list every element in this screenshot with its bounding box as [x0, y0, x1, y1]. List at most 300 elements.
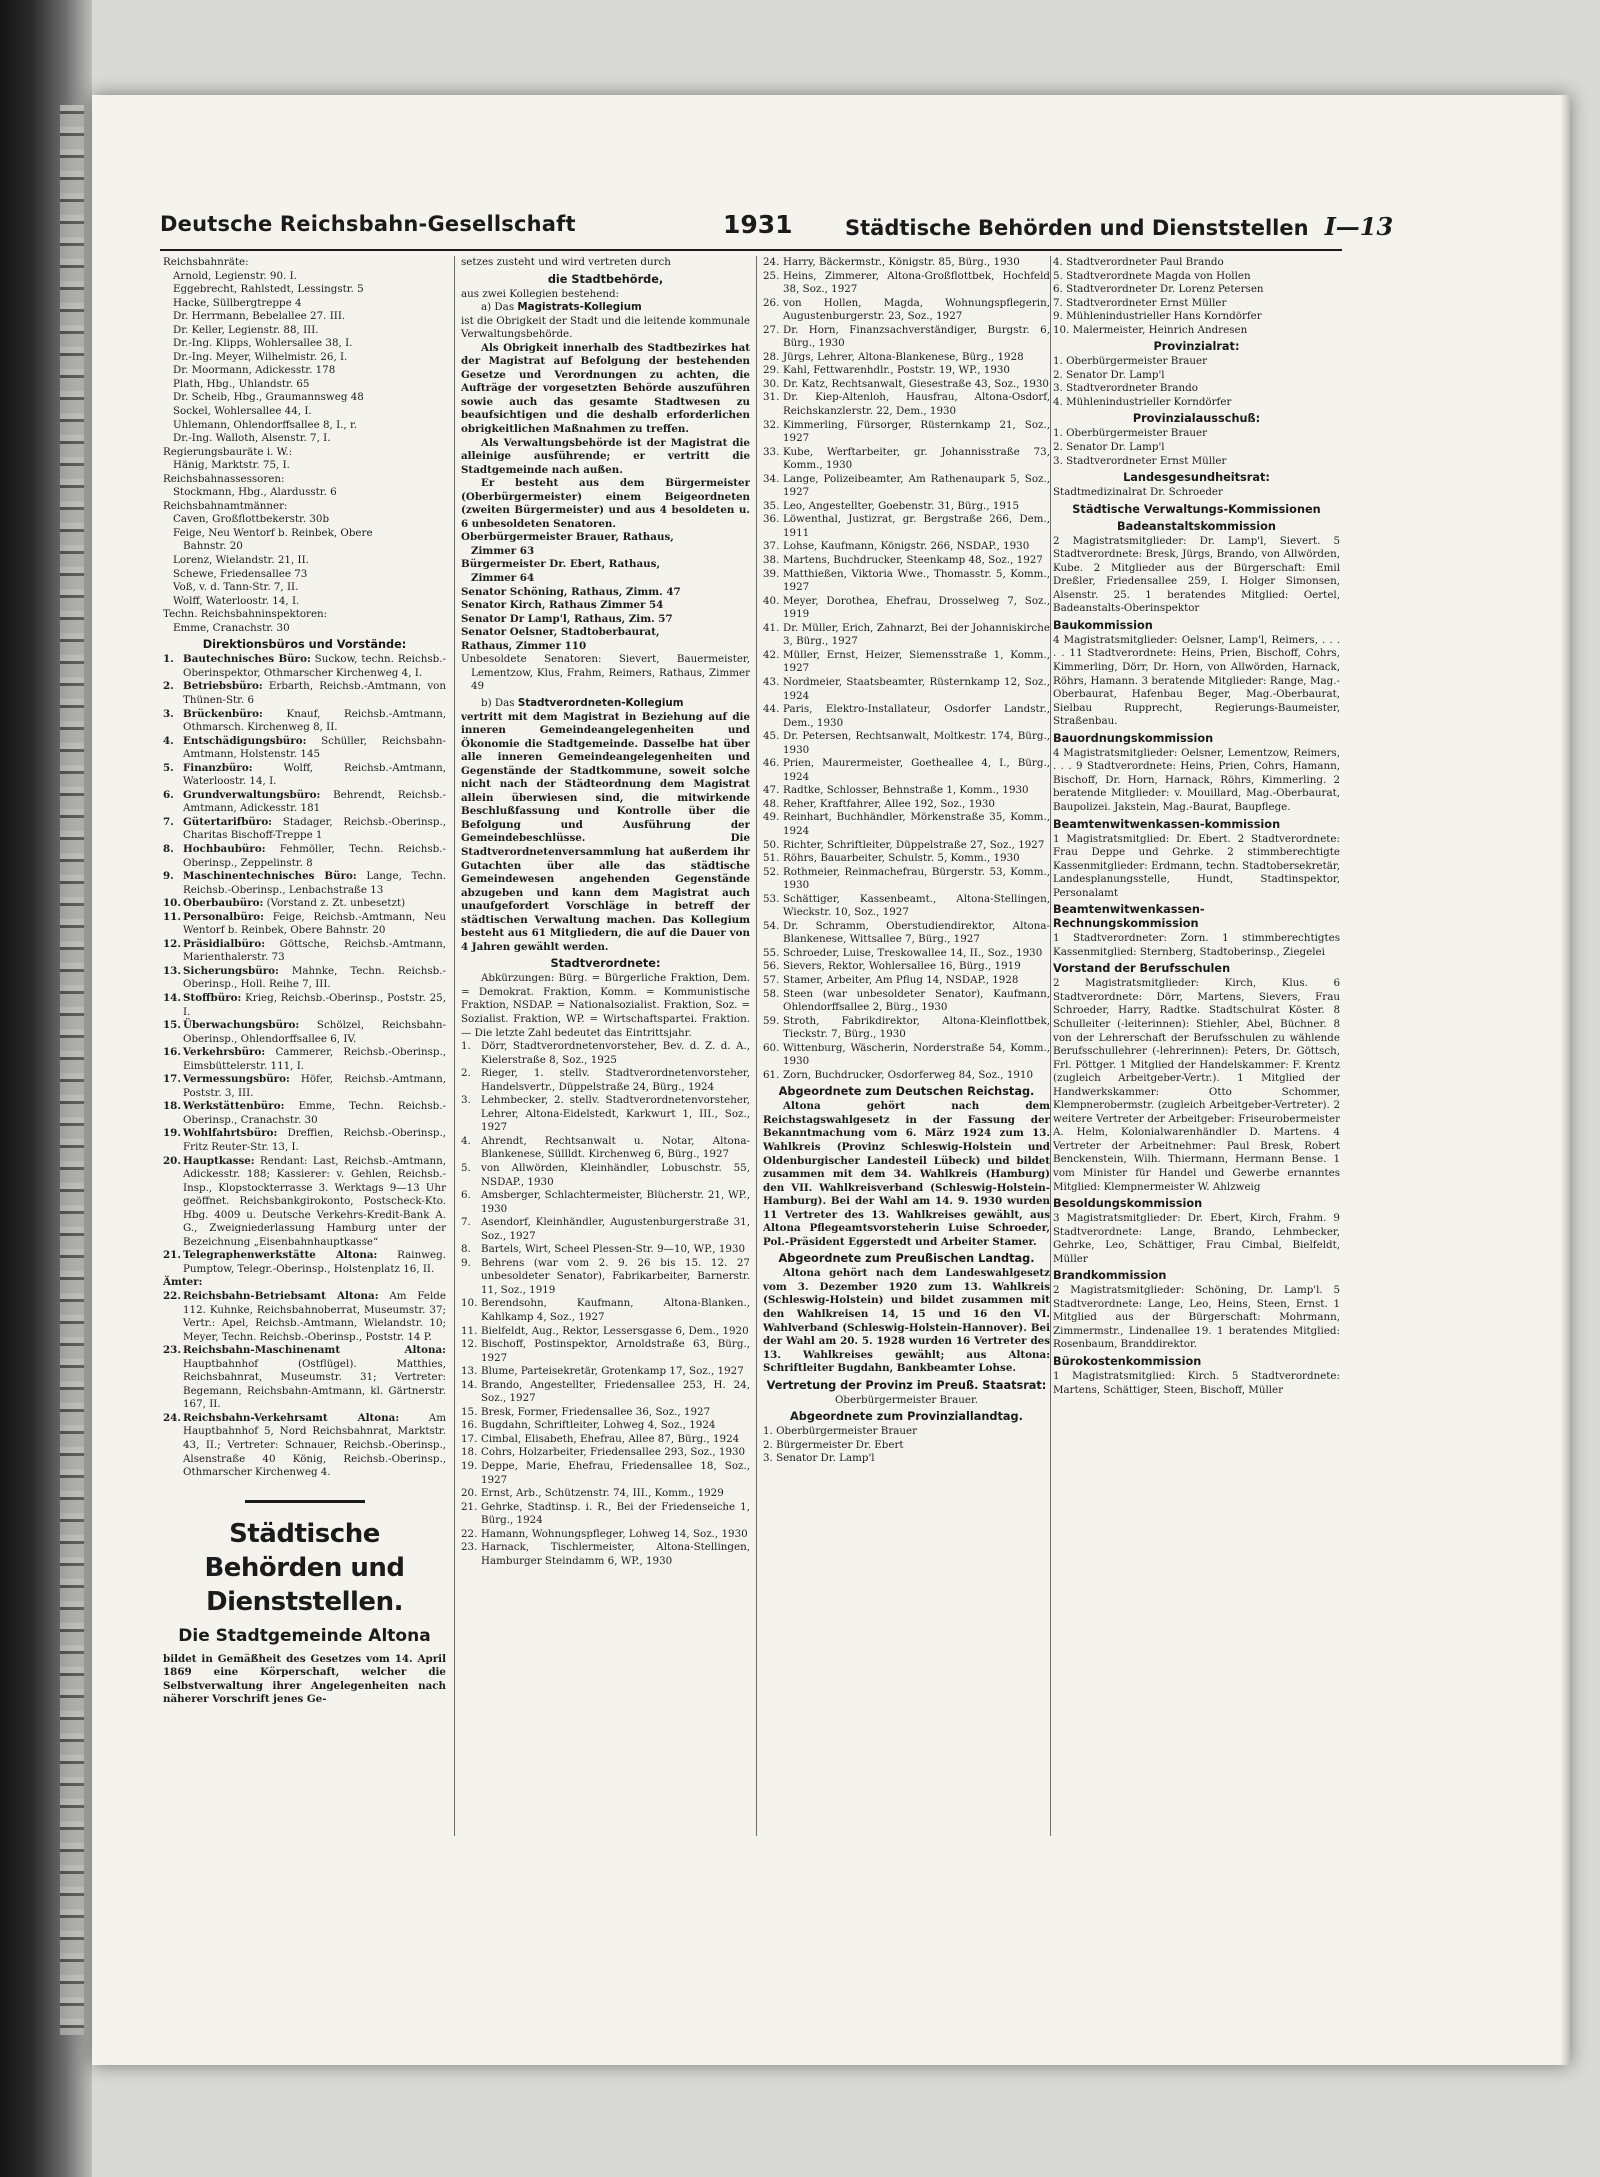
text-paragraph: setzes zusteht und wird vertreten durch	[461, 256, 671, 268]
item-label: Entschädigungsbüro:	[183, 734, 307, 747]
entry-number: 9.	[461, 1256, 471, 1269]
entry-number: 23.	[461, 1541, 478, 1554]
list-item	[163, 1127, 446, 1154]
staff-line: Eggebrecht, Rahlstedt, Lessingstr. 5	[173, 283, 364, 296]
magistrat-prefix: a) Das	[481, 301, 515, 314]
entry-text: Bielfeldt, Aug., Rektor, Lessersgasse 6, Dem., 1920	[481, 1324, 749, 1337]
stadtverordneter-entry	[763, 513, 1050, 540]
item-number: 14.	[163, 991, 181, 1004]
staff-line: Sockel, Wohlersallee 44, I.	[173, 405, 312, 418]
entry-number: 25.	[763, 269, 780, 282]
item-text: Fehmöller, Techn. Reichsb.-Oberinsp., Zeppelinstr. 8	[183, 842, 446, 869]
list-line: Bürgermeister Dr. Ebert, Rathaus,	[461, 558, 661, 571]
entry-text: Müller, Ernst, Heizer, Siemensstraße 1, Komm., 1927	[783, 648, 1050, 675]
stadtverordneter-entry	[763, 568, 1050, 595]
item-text: Mahnke, Techn. Reichsb.-Oberinsp., Holl. Reihe 7, III.	[183, 964, 446, 991]
item-label: Werkstättenbüro:	[183, 1100, 285, 1113]
stadtverordneter-entry	[763, 378, 1050, 392]
list-line: 1. Oberbürgermeister Brauer	[1053, 427, 1208, 440]
stadtverordneter-entry	[763, 622, 1050, 649]
list-item	[163, 653, 446, 680]
list-line: 6. Stadtverordneter Dr. Lorenz Petersen	[1053, 283, 1264, 296]
staff-line: Dr.-Ing. Walloth, Alsenstr. 7, I.	[173, 432, 331, 445]
entry-text: Stamer, Arbeiter, Am Pflug 14, NSDAP., 1928	[783, 973, 1019, 986]
item-number: 7.	[163, 815, 174, 828]
item-label: Verkehrsbüro:	[183, 1046, 266, 1059]
entry-text: Asendorf, Kleinhändler, Augustenburgerstraße 31, Soz., 1927	[481, 1216, 750, 1242]
stadtverordneten-label: Stadtverordneten-Kollegium	[517, 696, 684, 709]
item-label: Reichsbahn-Betriebsamt Altona:	[183, 1290, 379, 1303]
entry-text: Heins, Zimmerer, Altona-Großflottbek, Hochfeld 38, Soz., 1927	[783, 269, 1050, 296]
entry-text: Cimbal, Elisabeth, Ehefrau, Allee 87, Bürg., 1924	[481, 1432, 740, 1445]
entry-number: 35.	[763, 499, 780, 512]
entry-text: Sievers, Rektor, Wohlersallee 16, Bürg., 1919	[783, 960, 1021, 973]
staff-line: Schewe, Friedensallee 73	[173, 567, 308, 580]
item-label: Reichsbahn-Maschinenamt Altona:	[183, 1344, 446, 1357]
item-text: Suckow, techn. Reichsb.-Oberinspektor, Othmarscher Kirchenweg 4, I.	[183, 653, 446, 679]
stadtverordneter-entry	[461, 1189, 750, 1216]
entry-number: 60.	[763, 1041, 780, 1054]
entry-text: Ahrendt, Rechtsanwalt u. Notar, Altona-Blankenese, Süllldt. Kirchenweg 6, Bürg., 1927	[481, 1134, 750, 1161]
entry-number: 34.	[763, 472, 780, 485]
running-header	[160, 210, 1394, 244]
list-item	[163, 1249, 446, 1276]
entry-text: Hamann, Wohnungspfleger, Lohweg 14, Soz., 1930	[481, 1527, 748, 1540]
stadtverordneter-entry	[763, 446, 1050, 473]
entry-text: Dr. Schramm, Oberstudiendirektor, Altona-Blankenese, Wittsallee 7, Bürg., 1927	[783, 919, 1050, 946]
list-line: Zimmer 63	[471, 544, 535, 557]
entry-text: Gehrke, Stadtinsp. i. R., Bei der Friedenseiche 1, Bürg., 1924	[481, 1500, 750, 1527]
item-text: Erbarth, Reichsb.-Amtmann, von Thünen-Str. 6	[183, 680, 446, 706]
entry-number: 17.	[461, 1432, 478, 1445]
stadtverordneter-entry	[461, 1067, 750, 1094]
stadtverordneter-entry	[461, 1406, 750, 1420]
item-label: Vermessungsbüro:	[183, 1073, 290, 1086]
direktionsbueros-heading: Direktionsbüros und Vorstände:	[202, 638, 407, 652]
item-number: 12.	[163, 937, 181, 950]
item-label: Reichsbahn-Verkehrsamt Altona:	[183, 1411, 400, 1424]
staff-line: Hänig, Marktstr. 75, I.	[173, 459, 290, 472]
provinzialausschuss-heading: Provinzialausschuß:	[1132, 412, 1261, 426]
stadtverordneter-entry	[461, 1040, 750, 1067]
item-label: Personalbüro:	[183, 910, 264, 923]
reichsbahn-staff-list	[163, 256, 446, 635]
stadtverordneten-prefix: b) Das	[481, 696, 515, 709]
entry-number: 20.	[461, 1487, 478, 1500]
entry-text: Lange, Polizeibeamter, Am Rathenaupark 5, Soz., 1927	[783, 472, 1050, 499]
entry-number: 12.	[461, 1338, 478, 1351]
item-number: 5.	[163, 761, 174, 774]
entry-number: 27.	[763, 323, 780, 336]
list-line: 3. Senator Dr. Lamp'l	[763, 1452, 875, 1465]
entry-number: 6.	[461, 1189, 471, 1202]
item-number: 22.	[163, 1290, 181, 1303]
list-item	[163, 762, 446, 789]
list-item	[163, 1100, 446, 1127]
list-item	[163, 680, 446, 707]
staff-line: Voß, v. d. Tann-Str. 7, II.	[173, 581, 299, 594]
item-text: Schüller, Reichsbahn-Amtmann, Holstenstr. 145	[183, 734, 446, 761]
rechnungskommission-heading: Beamtenwitwenkassen-Rechnungskommission	[1053, 903, 1205, 931]
stadtverordneter-entry	[763, 297, 1050, 324]
stadtverordneter-entry	[763, 351, 1050, 365]
entry-text: von Allwörden, Kleinhändler, Lobuschstr. 55, NSDAP., 1930	[481, 1162, 750, 1188]
list-item	[163, 1073, 446, 1100]
besoldungskommission-heading: Besoldungskommission	[1053, 1197, 1203, 1211]
entry-number: 37.	[763, 540, 780, 553]
list-line: Rathaus, Zimmer 110	[461, 639, 587, 652]
staff-line: Reichsbahnamtmänner:	[163, 499, 288, 512]
buerokostenkommission-heading: Bürokostenkommission	[1053, 1355, 1202, 1368]
intro-paragraph: bildet in Gemäßheit des Gesetzes vom 14. April 1869 eine Körperschaft, welcher die Selbstverwaltung ihrer Angelegenheiten nach näherer Vorschrift jenes Ge-	[163, 1652, 446, 1706]
item-text: Am Hauptbahnhof 5, Nord Reichsbahnrat, Marktstr. 43, II.; Vertreter: Schnauer, Reichsb.-Oberinsp., Alsenstraße 40 König, Reichsb.-Oberinsp., Othmarscher Kirchenweg 4.	[183, 1411, 446, 1479]
stadtverordneter-entry	[461, 1446, 750, 1460]
entry-text: Meyer, Dorothea, Ehefrau, Drosselweg 7, Soz., 1919	[783, 594, 1050, 621]
entry-number: 13.	[461, 1365, 478, 1378]
list-item	[163, 843, 446, 870]
staff-line: Dr.-Ing. Meyer, Wilhelmistr. 26, I.	[173, 350, 348, 363]
baukommission-heading: Baukommission	[1053, 618, 1153, 632]
list-line: 2. Senator Dr. Lamp'l	[1053, 368, 1165, 381]
stadtverordneten-intro	[461, 697, 750, 711]
stadtverordneter-entry	[763, 703, 1050, 730]
stadtverordneter-entry	[461, 1501, 750, 1528]
list-item	[163, 911, 446, 938]
staff-line: Dr. Keller, Legienstr. 88, III.	[173, 323, 319, 336]
entry-text: Dr. Katz, Rechtsanwalt, Giesestraße 43, Soz., 1930	[783, 377, 1049, 390]
list-line: Senator Schöning, Rathaus, Zimm. 47	[461, 585, 681, 598]
staff-line: Lorenz, Wielandstr. 21, II.	[173, 554, 309, 567]
entry-number: 56.	[763, 960, 780, 973]
item-text: Emme, Techn. Reichsb.-Oberinsp., Cranachstr. 30	[183, 1100, 446, 1126]
item-text: Knauf, Reichsb.-Amtmann, Othmarsch. Kirchenweg 8, II.	[183, 707, 446, 734]
stadtverordneter-entry	[763, 473, 1050, 500]
entry-number: 48.	[763, 797, 780, 810]
entry-text: Wittenburg, Wäscherin, Norderstraße 54, Komm., 1930	[783, 1041, 1050, 1068]
header-right-text: Städtische Behörden und Dienststellen	[845, 216, 1309, 240]
stadtverordneter-entry	[461, 1487, 750, 1501]
item-text: Feige, Reichsb.-Amtmann, Neu Wentorf b. Reinbek, Obere Bahnstr. 20	[183, 910, 446, 937]
stadtverordnete-list	[461, 1040, 750, 1568]
item-number: 20.	[163, 1154, 181, 1167]
entry-number: 40.	[763, 594, 780, 607]
stadtverordnete-list	[763, 256, 1050, 1082]
entry-number: 44.	[763, 703, 780, 716]
stadtverordneter-entry	[763, 256, 1050, 270]
text-paragraph: Er besteht aus dem Bürgermeister (Oberbürgermeister) einem Beigeordneten (zweiten Bürgermeister) und aus 4 besoldeten u. 6 unbesoldeten Senatoren.	[461, 477, 750, 530]
entry-number: 29.	[763, 364, 780, 377]
item-number: 13.	[163, 964, 181, 977]
entry-text: Rieger, 1. stellv. Stadtverordnetenvorsteher, Handelsvertr., Düppelstraße 24, Bürg., 1924	[481, 1067, 750, 1093]
stadtverordneter-entry	[763, 1042, 1050, 1069]
list-line: 3. Stadtverordneter Ernst Müller	[1053, 454, 1227, 467]
stadtverordneter-entry	[763, 1069, 1050, 1083]
staff-line: Bahnstr. 20	[183, 540, 243, 553]
staff-line: Hacke, Süllbergtreppe 4	[173, 296, 302, 309]
list-item	[163, 816, 446, 843]
item-label: Brückenbüro:	[183, 707, 263, 720]
entry-number: 1.	[461, 1040, 471, 1053]
entry-number: 49.	[763, 811, 780, 824]
page-number: I—13	[1324, 212, 1394, 241]
item-number: 21.	[163, 1249, 181, 1262]
stadtverordneter-entry	[763, 730, 1050, 757]
item-text: Wolff, Reichsb.-Amtmann, Waterloostr. 14, I.	[183, 761, 446, 788]
entry-number: 7.	[461, 1216, 471, 1229]
entry-number: 24.	[763, 256, 780, 268]
entry-text: Brando, Angestellter, Friedensallee 253, H. 24, Soz., 1927	[481, 1378, 750, 1405]
stadtverordneter-entry	[763, 391, 1050, 418]
item-label: Telegraphenwerkstätte Altona:	[183, 1249, 378, 1262]
entry-number: 11.	[461, 1324, 478, 1337]
stadtverordneter-entry	[763, 974, 1050, 988]
entry-number: 21.	[461, 1500, 478, 1513]
reichstag-heading: Abgeordnete zum Deutschen Reichstag.	[778, 1085, 1035, 1099]
list-line: Oberbürgermeister Brauer, Rathaus,	[461, 531, 674, 544]
list-item	[163, 789, 446, 816]
item-number: 24.	[163, 1411, 181, 1424]
entry-text: Harnack, Tischlermeister, Altona-Stellingen, Hamburger Steindamm 6, WP., 1930	[481, 1541, 750, 1567]
stadtverordneter-entry	[461, 1162, 750, 1189]
entry-number: 54.	[763, 919, 780, 932]
item-label: Präsidialbüro:	[183, 937, 266, 950]
list-item	[163, 938, 446, 965]
text-paragraph: aus zwei Kollegien bestehend:	[461, 287, 620, 300]
entry-number: 33.	[763, 445, 780, 458]
staff-line: Dr. Moormann, Adickesstr. 178	[173, 364, 336, 377]
staff-line: Reichsbahnräte:	[163, 256, 249, 268]
bauordnungskommission-heading: Bauordnungskommission	[1053, 731, 1214, 745]
staff-line: Dr. Herrmann, Bebelallee 27. III.	[173, 310, 346, 323]
text-paragraph: ist die Obrigkeit der Stadt und die leitende kommunale Verwaltungsbehörde.	[461, 314, 750, 341]
entry-text: Radtke, Schlosser, Behnstraße 1, Komm., 1930	[783, 784, 1029, 797]
stadtverordneter-entry	[461, 1379, 750, 1406]
entry-text: Jürgs, Lehrer, Altona-Blankenese, Bürg., 1928	[783, 350, 1024, 363]
entry-number: 47.	[763, 784, 780, 797]
item-number: 23.	[163, 1344, 181, 1357]
entry-number: 28.	[763, 350, 780, 363]
item-text: Krieg, Reichsb.-Oberinsp., Poststr. 25, I.	[183, 991, 446, 1018]
stadtverordneter-entry	[461, 1216, 750, 1243]
stadtverordneter-entry	[763, 866, 1050, 893]
stadtverordneter-entry	[461, 1365, 750, 1379]
item-text: Höfer, Reichsb.-Amtmann, Poststr. 3, III.	[183, 1073, 446, 1099]
entry-number: 4.	[461, 1134, 471, 1147]
staff-line: Emme, Cranachstr. 30	[173, 621, 290, 634]
list-item	[163, 1290, 446, 1344]
item-number: 8.	[163, 842, 174, 855]
provinziallandtag-list-continued	[1053, 256, 1340, 337]
entry-text: Kahl, Fettwarenhdlr., Poststr. 19, WP., 1930	[783, 364, 1010, 377]
entry-text: Leo, Angestellter, Goebenstr. 31, Bürg., 1915	[783, 499, 1020, 512]
staff-line: Reichsbahnassessoren:	[163, 472, 285, 485]
staff-line: Regierungsbauräte i. W.:	[163, 445, 293, 458]
stadtverordneter-entry	[763, 1015, 1050, 1042]
stadtverordneter-entry	[763, 324, 1050, 351]
brandkommission-text: 2 Magistratsmitglieder: Schöning, Dr. Lamp'l. 5 Stadtverordnete: Lange, Leo, Heins, Steen, Ernst. 1 Mitglied aus der Bürgerschaft: Mohrmann, Zimmermstr., Lindenallee 19. 1 beratendes Mitglied: Rosenbaum, Branddirektor.	[1053, 1284, 1340, 1351]
item-text: Göttsche, Reichsb.-Amtmann, Marienthalerstr. 73	[183, 937, 446, 964]
list-item	[163, 1344, 446, 1412]
list-line: 4. Stadtverordneter Paul Brando	[1053, 256, 1224, 268]
stadtgemeinde-altona-title: Die Stadtgemeinde Altona	[178, 1625, 431, 1646]
list-line: 1. Oberbürgermeister Brauer	[1053, 355, 1208, 368]
column-1	[163, 256, 446, 1916]
stadtverordneter-entry	[763, 893, 1050, 920]
unbesoldete-senatoren: Unbesoldete Senatoren: Sievert, Bauermeister, Lementzow, Klus, Frahm, Reimers, Rathaus, Zimmer 49	[461, 653, 750, 693]
entry-text: Schättiger, Kassenbeamt., Altona-Stellingen, Wieckstr. 10, Soz., 1927	[783, 892, 1050, 919]
column-divider	[1050, 256, 1051, 1836]
entry-number: 30.	[763, 377, 780, 390]
section-separator	[245, 1500, 365, 1503]
staff-line: Stockmann, Hbg., Alardusstr. 6	[173, 486, 337, 499]
entry-text: Dr. Horn, Finanzsachverständiger, Burgstr. 6, Bürg., 1930	[783, 323, 1050, 350]
provinziallandtag-list	[763, 1425, 1050, 1466]
stadtverordneter-entry	[763, 839, 1050, 853]
landtag-heading: Abgeordnete zum Preußischen Landtag.	[778, 1252, 1035, 1266]
header-rule	[160, 249, 1342, 251]
provinziallandtag-heading: Abgeordnete zum Provinziallandtag.	[790, 1410, 1023, 1424]
entry-text: Dr. Müller, Erich, Zahnarzt, Bei der Johanniskirche 3, Bürg., 1927	[783, 621, 1050, 648]
entry-number: 18.	[461, 1446, 478, 1459]
staff-line: Plath, Hbg., Uhlandstr. 65	[173, 377, 310, 390]
entry-text: Dörr, Stadtverordnetenvorsteher, Bev. d. Z. d. A., Kielerstraße 8, Soz., 1925	[481, 1040, 750, 1066]
magistrat-label: Magistrats-Kollegium	[517, 301, 642, 314]
berufsschulen-text: 2 Magistratsmitglieder: Kirch, Klus. 6 Stadtverordnete: Dörr, Martens, Sievers, Frau Schroeder, Harry, Radtke. Stadtschulrat Köster. 8 Schulleiter (-leiterinnen): Stiehler, Abel, Büchner. 8 von der Lehrerschaft der Berufsschulen zu wählende Berufsschullehrer (-lehrerinnen): Peters, Dr. Göttsch, Frl. Pöttger. 1 Mitglied der Handelskammer: F. Krentz (zugleich Arbeitgeber-Vertr.). 1 Mitglied der Handwerkskammer: Otto Schommer, Klempnerobermstr. (zugleich Arbeitgeber-Vertreter). 2 weitere Vertreter der Arbeitgeber: Friseurobermeister A. Helm, Kolonialwarenhändler D. Martens. 4 Vertreter der Arbeitnehmer: Paul Bresk, Robert Benckenstein, Wilh. Thiermann, Hermann Bense. 1 vom Minister für Handel und Gewerbe ernanntes Mitglied: Klempnermeister W. Ahlzweig	[1053, 977, 1340, 1193]
entry-number: 41.	[763, 621, 780, 634]
list-line: 4. Mühlenindustrieller Korndörfer	[1053, 395, 1232, 408]
staff-line: Uhlemann, Ohlendorffsallee 8, I., r.	[173, 418, 358, 431]
list-item	[163, 870, 446, 897]
brandkommission-heading: Brandkommission	[1053, 1269, 1167, 1283]
entry-number: 45.	[763, 730, 780, 743]
stadtverordneter-entry	[461, 1528, 750, 1542]
item-text: Schölzel, Reichsbahn-Oberinsp., Ohlendorffsallee 6, IV.	[183, 1019, 446, 1045]
entry-number: 14.	[461, 1378, 478, 1391]
entry-text: Lehmbecker, 2. stellv. Stadtverordnetenvorsteher, Lehrer, Altona-Eidelstedt, Karkwurt 1, III., Soz., 1927	[481, 1094, 750, 1134]
entry-number: 46.	[763, 757, 780, 770]
stadtverordneter-entry	[461, 1257, 750, 1298]
list-line: Senator Dr Lamp'l, Rathaus, Zim. 57	[461, 612, 673, 625]
entry-number: 10.	[461, 1297, 478, 1310]
stadtverordneter-entry	[763, 757, 1050, 784]
staff-line: Caven, Großflottbekerstr. 30b	[173, 513, 330, 526]
item-text: (Vorstand z. Zt. unbesetzt)	[263, 897, 406, 910]
stadtverordnete-heading: Stadtverordnete:	[550, 957, 661, 971]
entry-number: 55.	[763, 946, 780, 959]
entry-text: Berendsohn, Kaufmann, Altona-Blanken., Kahlkamp 4, Soz., 1927	[481, 1297, 750, 1324]
entry-text: Deppe, Marie, Ehefrau, Friedensallee 18, Soz., 1927	[481, 1460, 750, 1486]
magistrat-intro	[461, 301, 750, 315]
entry-number: 8.	[461, 1243, 471, 1256]
stadtbehoerde-heading: die Stadtbehörde,	[547, 272, 664, 286]
buerokostenkommission-text: 1 Magistratsmitglied: Kirch. 5 Stadtverordnete: Martens, Schättiger, Steen, Bischoff, Müller	[1053, 1370, 1340, 1396]
entry-text: Zorn, Buchdrucker, Osdorferweg 84, Soz., 1910	[783, 1068, 1034, 1081]
landesgesundheitsrat-member: Stadtmedizinalrat Dr. Schroeder	[1053, 486, 1223, 499]
item-number: 6.	[163, 788, 174, 801]
entry-number: 42.	[763, 648, 780, 661]
stadtverordneter-entry	[763, 798, 1050, 812]
verwaltungskommissionen-heading: Städtische Verwaltungs-Kommissionen	[1072, 502, 1321, 516]
item-text: Hauptbahnhof (Ostflügel). Matthies, Reichsbahnrat, Museumstr. 31; Vertreter: Begemann, Reichsbahn-Amtmann, kl. Gärtnerstr. 167, II.	[183, 1357, 446, 1411]
item-text: Rendant: Last, Reichsb.-Amtmann, Adickesstr. 188; Kassierer: v. Gehlen, Reichsb.-Insp., Klopstockterrasse 3. Werktags 9—13 Uhr geöffnet. Reichsbankgirokonto, Postscheck-Kto. Hbg. 4009 u. Deutsche Verkehrs-Kredit-Bank A. G., Zweigniederlassung Hamburg unter der Bezeichnung „Eisenbahnhauptkasse“	[183, 1154, 446, 1248]
item-number: 10.	[163, 897, 181, 910]
entry-number: 59.	[763, 1014, 780, 1027]
stadtverordneter-entry	[763, 595, 1050, 622]
entry-text: Löwenthal, Justizrat, gr. Bergstraße 266, Dem., 1911	[783, 513, 1050, 539]
list-item	[163, 735, 446, 762]
provinzialausschuss-list	[1053, 427, 1340, 468]
besoldungskommission-text: 3 Magistratsmitglieder: Dr. Ebert, Kirch, Frahm. 9 Stadtverordnete: Lange, Brando, Lehmbecker, Gehrke, Leo, Schättiger, Frau Cimbal, Bielfeldt, Müller	[1053, 1212, 1340, 1265]
provinzialrat-heading: Provinzialrat:	[1153, 340, 1240, 354]
item-label: Grundverwaltungsbüro:	[183, 788, 321, 801]
stadtverordneter-entry	[763, 920, 1050, 947]
staff-line: Dr.-Ing. Klipps, Wohlersallee 38, I.	[173, 337, 353, 350]
entry-number: 19.	[461, 1460, 478, 1473]
magistrat-member-list	[461, 531, 750, 653]
entry-text: Schroeder, Luise, Treskowallee 14, II., Soz., 1930	[783, 946, 1043, 959]
bauordnungskommission-text: 4 Magistratsmitglieder: Oelsner, Lementzow, Reimers, . . . 9 Stadtverordnete: Heins, Prien, Cohrs, Hamann, Bischoff, Dr. Horn, Harnack, Röhrs, Kimmerling. 2 beratende Mitglieder: v. Mouillard, Mag.-Oberbaurat, Baupolizei. Jakstein, Mag.-Baurat, Baupflege.	[1053, 746, 1340, 813]
entry-text: Prien, Maurermeister, Goetheallee 4, I., Bürg., 1924	[783, 757, 1050, 783]
entry-number: 53.	[763, 892, 780, 905]
item-label: Sicherungsbüro:	[183, 964, 279, 977]
list-line: Senator Kirch, Rathaus Zimmer 54	[461, 599, 664, 612]
stadtverordneter-entry	[763, 270, 1050, 297]
entry-text: Reinhart, Buchhändler, Mörkenstraße 35, Komm., 1924	[783, 811, 1050, 837]
stadtverordneter-entry	[461, 1541, 750, 1568]
aemter-label: Ämter:	[163, 1276, 203, 1289]
rechnungskommission-text: 1 Stadtverordneter: Zorn. 1 stimmberechtigtes Kassenmitglied: Sternberg, Stadtoberinsp., Ziegelei	[1053, 932, 1340, 958]
header-year: 1931	[723, 210, 793, 239]
scan-gutter	[60, 105, 84, 2035]
item-number: 17.	[163, 1073, 181, 1086]
abbreviations-paragraph: Abkürzungen: Bürg. = Bürgerliche Fraktion, Dem. = Demokrat. Fraktion, Komm. = Kommunistische Fraktion, NSDAP. = Nationalsozialist. Fraktion, Soz. = Sozialist. Fraktion, WP. = Wirtschaftspartei. Fraktion. — Die letzte Zahl bedeutet das Eintrittsjahr.	[461, 972, 750, 1039]
entry-number: 39.	[763, 567, 780, 580]
stadtverordneter-entry	[763, 554, 1050, 568]
entry-number: 5.	[461, 1162, 471, 1174]
direktionsbueros-list	[163, 653, 446, 1276]
list-item	[163, 1412, 446, 1480]
item-text: Cammerer, Reichsb.-Oberinsp., Eimsbüttelerstr. 111, I.	[183, 1046, 446, 1072]
entry-text: Dr. Petersen, Rechtsanwalt, Moltkestr. 174, Bürg., 1930	[783, 730, 1050, 756]
stadtverordneter-entry	[763, 540, 1050, 554]
entry-text: Matthießen, Viktoria Wwe., Thomasstr. 5, Komm., 1927	[783, 567, 1050, 594]
column-4	[1053, 256, 1340, 1916]
entry-text: Richter, Schriftleiter, Düppelstraße 27, Soz., 1927	[783, 838, 1045, 851]
aemter-list	[163, 1290, 446, 1480]
beamtenwitwenkassen-heading: Beamtenwitwenkassen-kommission	[1053, 817, 1281, 831]
stadtverordneter-entry	[763, 676, 1050, 703]
entry-number: 31.	[763, 391, 780, 404]
item-label: Hauptkasse:	[183, 1154, 255, 1167]
list-item	[163, 1155, 446, 1250]
header-right-title	[845, 212, 1393, 241]
entry-text: Kube, Werftarbeiter, gr. Johannisstraße 73, Komm., 1930	[783, 445, 1050, 472]
list-line: 10. Malermeister, Heinrich Andresen	[1053, 323, 1248, 336]
item-label: Hochbaubüro:	[183, 842, 266, 855]
stadtverordneter-entry	[763, 960, 1050, 974]
staff-line: Feige, Neu Wentorf b. Reinbek, Obere	[173, 526, 373, 539]
page-edge-shadow	[1560, 95, 1570, 2065]
item-text: Lange, Techn. Reichsb.-Oberinsp., Lenbachstraße 13	[183, 870, 446, 896]
stadtverordneter-entry	[763, 947, 1050, 961]
entry-number: 61.	[763, 1068, 780, 1081]
entry-number: 51.	[763, 852, 780, 865]
stadtverordneter-entry	[763, 988, 1050, 1015]
landesgesundheitsrat-heading: Landesgesundheitsrat:	[1123, 471, 1270, 485]
stadtverordneter-entry	[461, 1325, 750, 1339]
text-paragraph: vertritt mit dem Magistrat in Beziehung auf die inneren Gemeindeangelegenheiten und Ökonomie die Stadtgemeinde. Dasselbe hat über alle inneren Gemeindeangelegenheiten und Gegenstände der Stadtkommune, soweit solche nicht nach der Städteordnung dem Magistrat allein überwiesen sind, die mitwirkende Beschlußfassung und Kontrolle über die Befolgung und Ausführung der Gemeindebeschlüsse. Die Stadtverordnetenversammlung hat außerdem ihr Gutachten über alle das städtische Gemeindewesen angehenden Gegenstände abzugeben und kann dem Magistrat auch unaufgefordert Vorschläge in betreff der städtischen Verwaltung machen. Das Kollegium besteht aus 61 Mitgliedern, die auf die Dauer von 4 Jahren gewählt werden.	[461, 710, 750, 953]
entry-text: Röhrs, Bauarbeiter, Schulstr. 5, Komm., 1930	[783, 852, 1020, 865]
